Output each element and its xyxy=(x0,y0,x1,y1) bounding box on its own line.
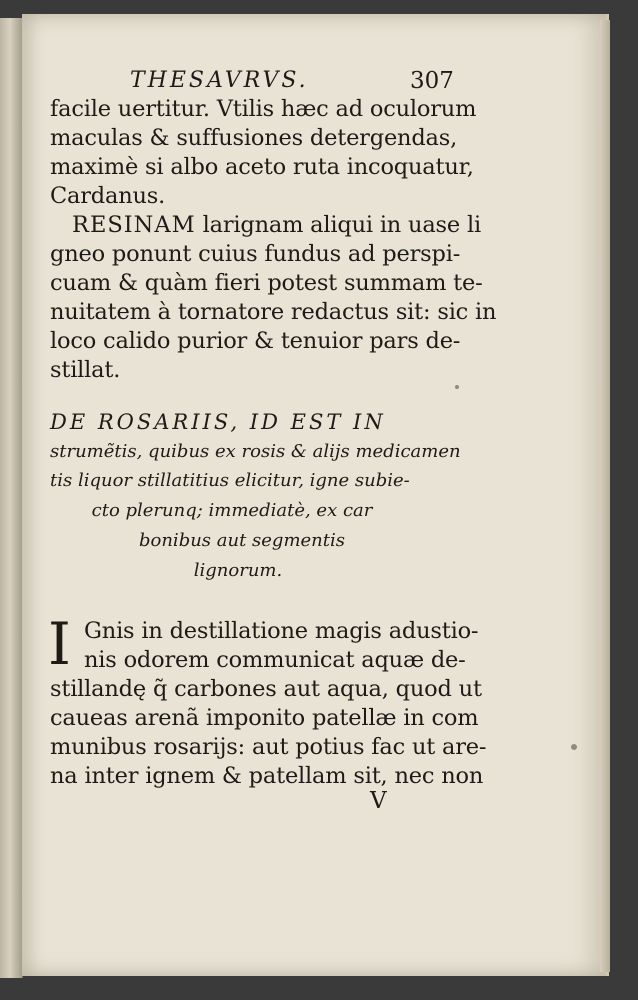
page-number: 307 xyxy=(410,68,454,94)
running-head: THESAVRVS. xyxy=(130,68,309,93)
page-fore-edge xyxy=(600,20,610,972)
facing-page-edge xyxy=(0,18,23,978)
paragraph3-line: na inter ignem & patellam sit, nec non xyxy=(50,763,484,789)
section-heading-line: cto plerunq; immediatè, ex car xyxy=(91,500,373,521)
paragraph1-line: maximè si albo aceto ruta incoquatur, xyxy=(50,154,474,180)
paragraph3-line: caueas arenã imponito patellæ in com xyxy=(50,705,479,731)
section-heading-line: bonibus aut segmentis xyxy=(138,530,345,551)
drop-cap: I xyxy=(48,610,71,678)
paragraph1-line: facile uertitur. Vtilis hæc ad oculorum xyxy=(50,96,477,122)
paragraph2-line: cuam & quàm fieri potest summam te- xyxy=(50,270,483,296)
ink-speck xyxy=(455,385,459,389)
paragraph2-line: loco calido purior & tenuior pars de- xyxy=(50,328,461,354)
paragraph2-first-line xyxy=(72,214,481,237)
paragraph2-lead-word: RESINAM xyxy=(72,212,196,238)
paragraph1-line: maculas & suffusiones detergendas, xyxy=(50,125,458,151)
paragraph2-line: gneo ponunt cuius fundus ad perspi- xyxy=(50,241,461,267)
paragraph3-line: nis odorem communicat aquæ de- xyxy=(84,647,466,673)
paragraph2-line: larignam aliqui in uase li xyxy=(195,212,481,238)
section-heading-title: DE ROSARIIS, ID EST IN xyxy=(50,410,386,434)
section-heading-line: tis liquor stillatitius elicitur, igne subie- xyxy=(50,470,410,491)
paragraph3-line: munibus rosarijs: aut potius fac ut are- xyxy=(50,734,487,760)
catchword: V xyxy=(370,788,387,814)
paragraph1-line: Cardanus. xyxy=(50,183,166,209)
paragraph3-line: stillandę q̃ carbones aut aqua, quod ut xyxy=(50,676,482,702)
paragraph3-line: Gnis in destillatione magis adustio- xyxy=(84,618,479,644)
paragraph2-line: stillat. xyxy=(50,357,121,383)
paragraph2-line: nuitatem à tornatore redactus sit: sic in xyxy=(50,299,497,325)
ink-speck xyxy=(571,744,577,750)
section-heading-line: lignorum. xyxy=(193,560,283,581)
section-heading-line: strumẽtis, quibus ex rosis & alijs medicamen xyxy=(50,441,461,462)
